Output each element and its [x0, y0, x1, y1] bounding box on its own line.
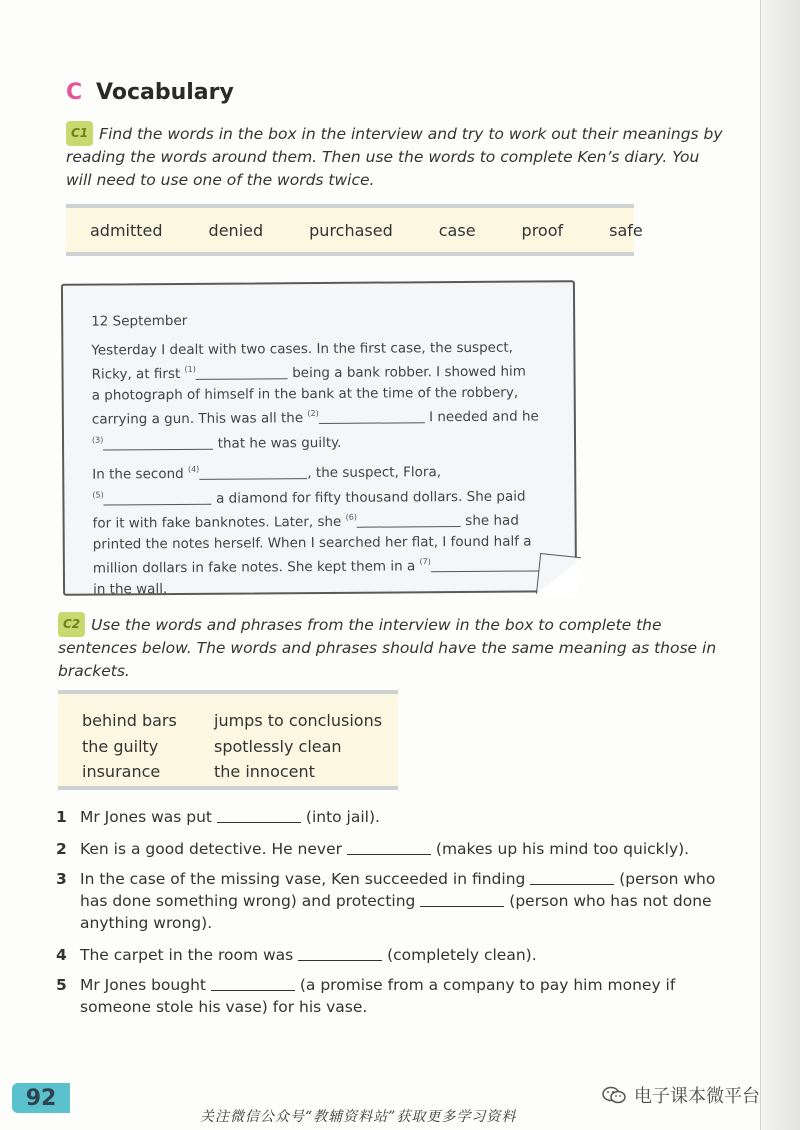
- word-box-item: safe: [609, 220, 643, 240]
- question-text: Ken is a good detective. He never (makes up his mind too quickly).: [80, 840, 690, 858]
- phrase-box: [58, 690, 398, 790]
- page-edge: [760, 0, 800, 1130]
- diary-line: Ricky, at first $^{(1)}$ being a bank robber. I showed him: [91, 363, 527, 383]
- section-title: Vocabulary: [96, 80, 234, 105]
- phrase-box-item: spotlessly clean: [214, 736, 342, 756]
- diary-blank-1[interactable]: [196, 364, 288, 380]
- word-box-item: purchased: [309, 220, 393, 240]
- blank-number: (3): [91, 435, 104, 445]
- c1-instruction: [66, 121, 726, 192]
- watermark-text: 电子课本微平台: [634, 1086, 760, 1107]
- word-box-item: case: [438, 220, 476, 240]
- question-item: [56, 806, 716, 828]
- word-box-item: denied: [208, 220, 264, 240]
- word-box-item: admitted: [90, 220, 163, 240]
- diary-line: In the second $^{(4)}$ , the suspect, Flora,: [92, 464, 442, 483]
- c2-instruction-text: Use the words and phrases from the interview in the box to complete the sentences below. The words and phrases should have the same meaning as those in brackets.: [58, 616, 717, 680]
- question-list: [56, 806, 716, 1018]
- diary-line: million dollars in fake notes. She kept them in a $^{(7)}$: [93, 551, 551, 579]
- question-text: Mr Jones was put (into jail).: [80, 808, 380, 826]
- blank-number: (7): [419, 557, 431, 567]
- diary-blank-2[interactable]: [319, 408, 425, 424]
- question-number: 2: [56, 840, 67, 858]
- c1-badge: C1: [66, 121, 93, 146]
- answer-blank[interactable]: [530, 869, 614, 885]
- question-item: [56, 974, 716, 1018]
- page-curl: [536, 553, 581, 598]
- answer-blank[interactable]: [217, 807, 301, 823]
- footer-note: 关注微信公众号“教辅资料站”获取更多学习资料: [200, 1109, 517, 1125]
- diary-line: $^{(3)}$ that he was guilty.: [91, 434, 342, 452]
- c1-instruction-text: Find the words in the box in the interview and try to work out their meanings by reading the words around them. Then use the words to complete Ken’s diary. You will need to use one of the words twice.: [66, 125, 723, 189]
- page-number: 92: [12, 1083, 70, 1113]
- question-text: In the case of the missing vase, Ken succeeded in finding (person who has done something wrong) and protecting (person who has not done anything wrong).: [80, 870, 716, 932]
- diary-blank-4[interactable]: [199, 464, 307, 480]
- blank-number: (1): [184, 364, 196, 374]
- phrase-box-item: insurance: [82, 762, 161, 782]
- diary-line: printed the notes herself. When I searched her flat, I found half a: [92, 533, 532, 553]
- diary-line: a photograph of himself in the bank at the time of the robbery,: [91, 384, 519, 404]
- blank-number: (5): [92, 490, 104, 500]
- diary-blank-7[interactable]: [431, 556, 543, 572]
- diary-blank-5[interactable]: [104, 489, 212, 505]
- blank-number: (6): [345, 512, 357, 522]
- answer-blank[interactable]: [298, 945, 382, 961]
- question-item: [56, 868, 716, 934]
- diary-line: carrying a gun. This was all the $^{(2)}$ I needed and he: [91, 408, 539, 428]
- diary-note: [61, 280, 577, 596]
- question-text: Mr Jones bought (a promise from a company to pay him money if someone stole his vase) for his vase.: [80, 976, 676, 1016]
- question-item: [56, 838, 716, 860]
- diary-blank-3[interactable]: [103, 434, 213, 450]
- blank-number: (2): [307, 409, 319, 419]
- diary-date: 12 September: [91, 312, 188, 330]
- diary-line: in the wall.: [92, 580, 168, 598]
- diary-line: for it with fake banknotes. Later, she $^{(6)}$ she had: [92, 512, 519, 532]
- answer-blank[interactable]: [420, 891, 504, 907]
- question-number: 1: [56, 808, 67, 826]
- answer-blank[interactable]: [211, 975, 295, 991]
- diary-line: $^{(5)}$ a diamond for fifty thousand dollars. She paid: [92, 488, 526, 507]
- phrase-box-item: jumps to conclusions: [214, 711, 383, 730]
- phrase-box-item: the innocent: [214, 762, 315, 782]
- section-letter: C: [66, 80, 83, 105]
- blank-number: (4): [187, 464, 200, 474]
- question-number: 3: [56, 870, 67, 888]
- question-text: The carpet in the room was (completely clean).: [80, 946, 537, 964]
- c2-instruction: [58, 612, 718, 683]
- watermark: [602, 1082, 760, 1108]
- word-box-item: proof: [521, 220, 564, 240]
- c2-badge: C2: [58, 612, 85, 637]
- diary-line: Yesterday I dealt with two cases. In the first case, the suspect,: [91, 339, 514, 359]
- word-box: [66, 204, 643, 256]
- wechat-icon: [602, 1086, 626, 1104]
- section-heading: [66, 80, 234, 105]
- answer-blank[interactable]: [347, 839, 431, 855]
- question-number: 5: [56, 976, 67, 994]
- question-item: [56, 944, 716, 966]
- phrase-box-item: the guilty: [82, 736, 159, 756]
- phrase-box-item: behind bars: [82, 711, 177, 730]
- diary-blank-6[interactable]: [357, 512, 461, 528]
- question-number: 4: [56, 946, 67, 964]
